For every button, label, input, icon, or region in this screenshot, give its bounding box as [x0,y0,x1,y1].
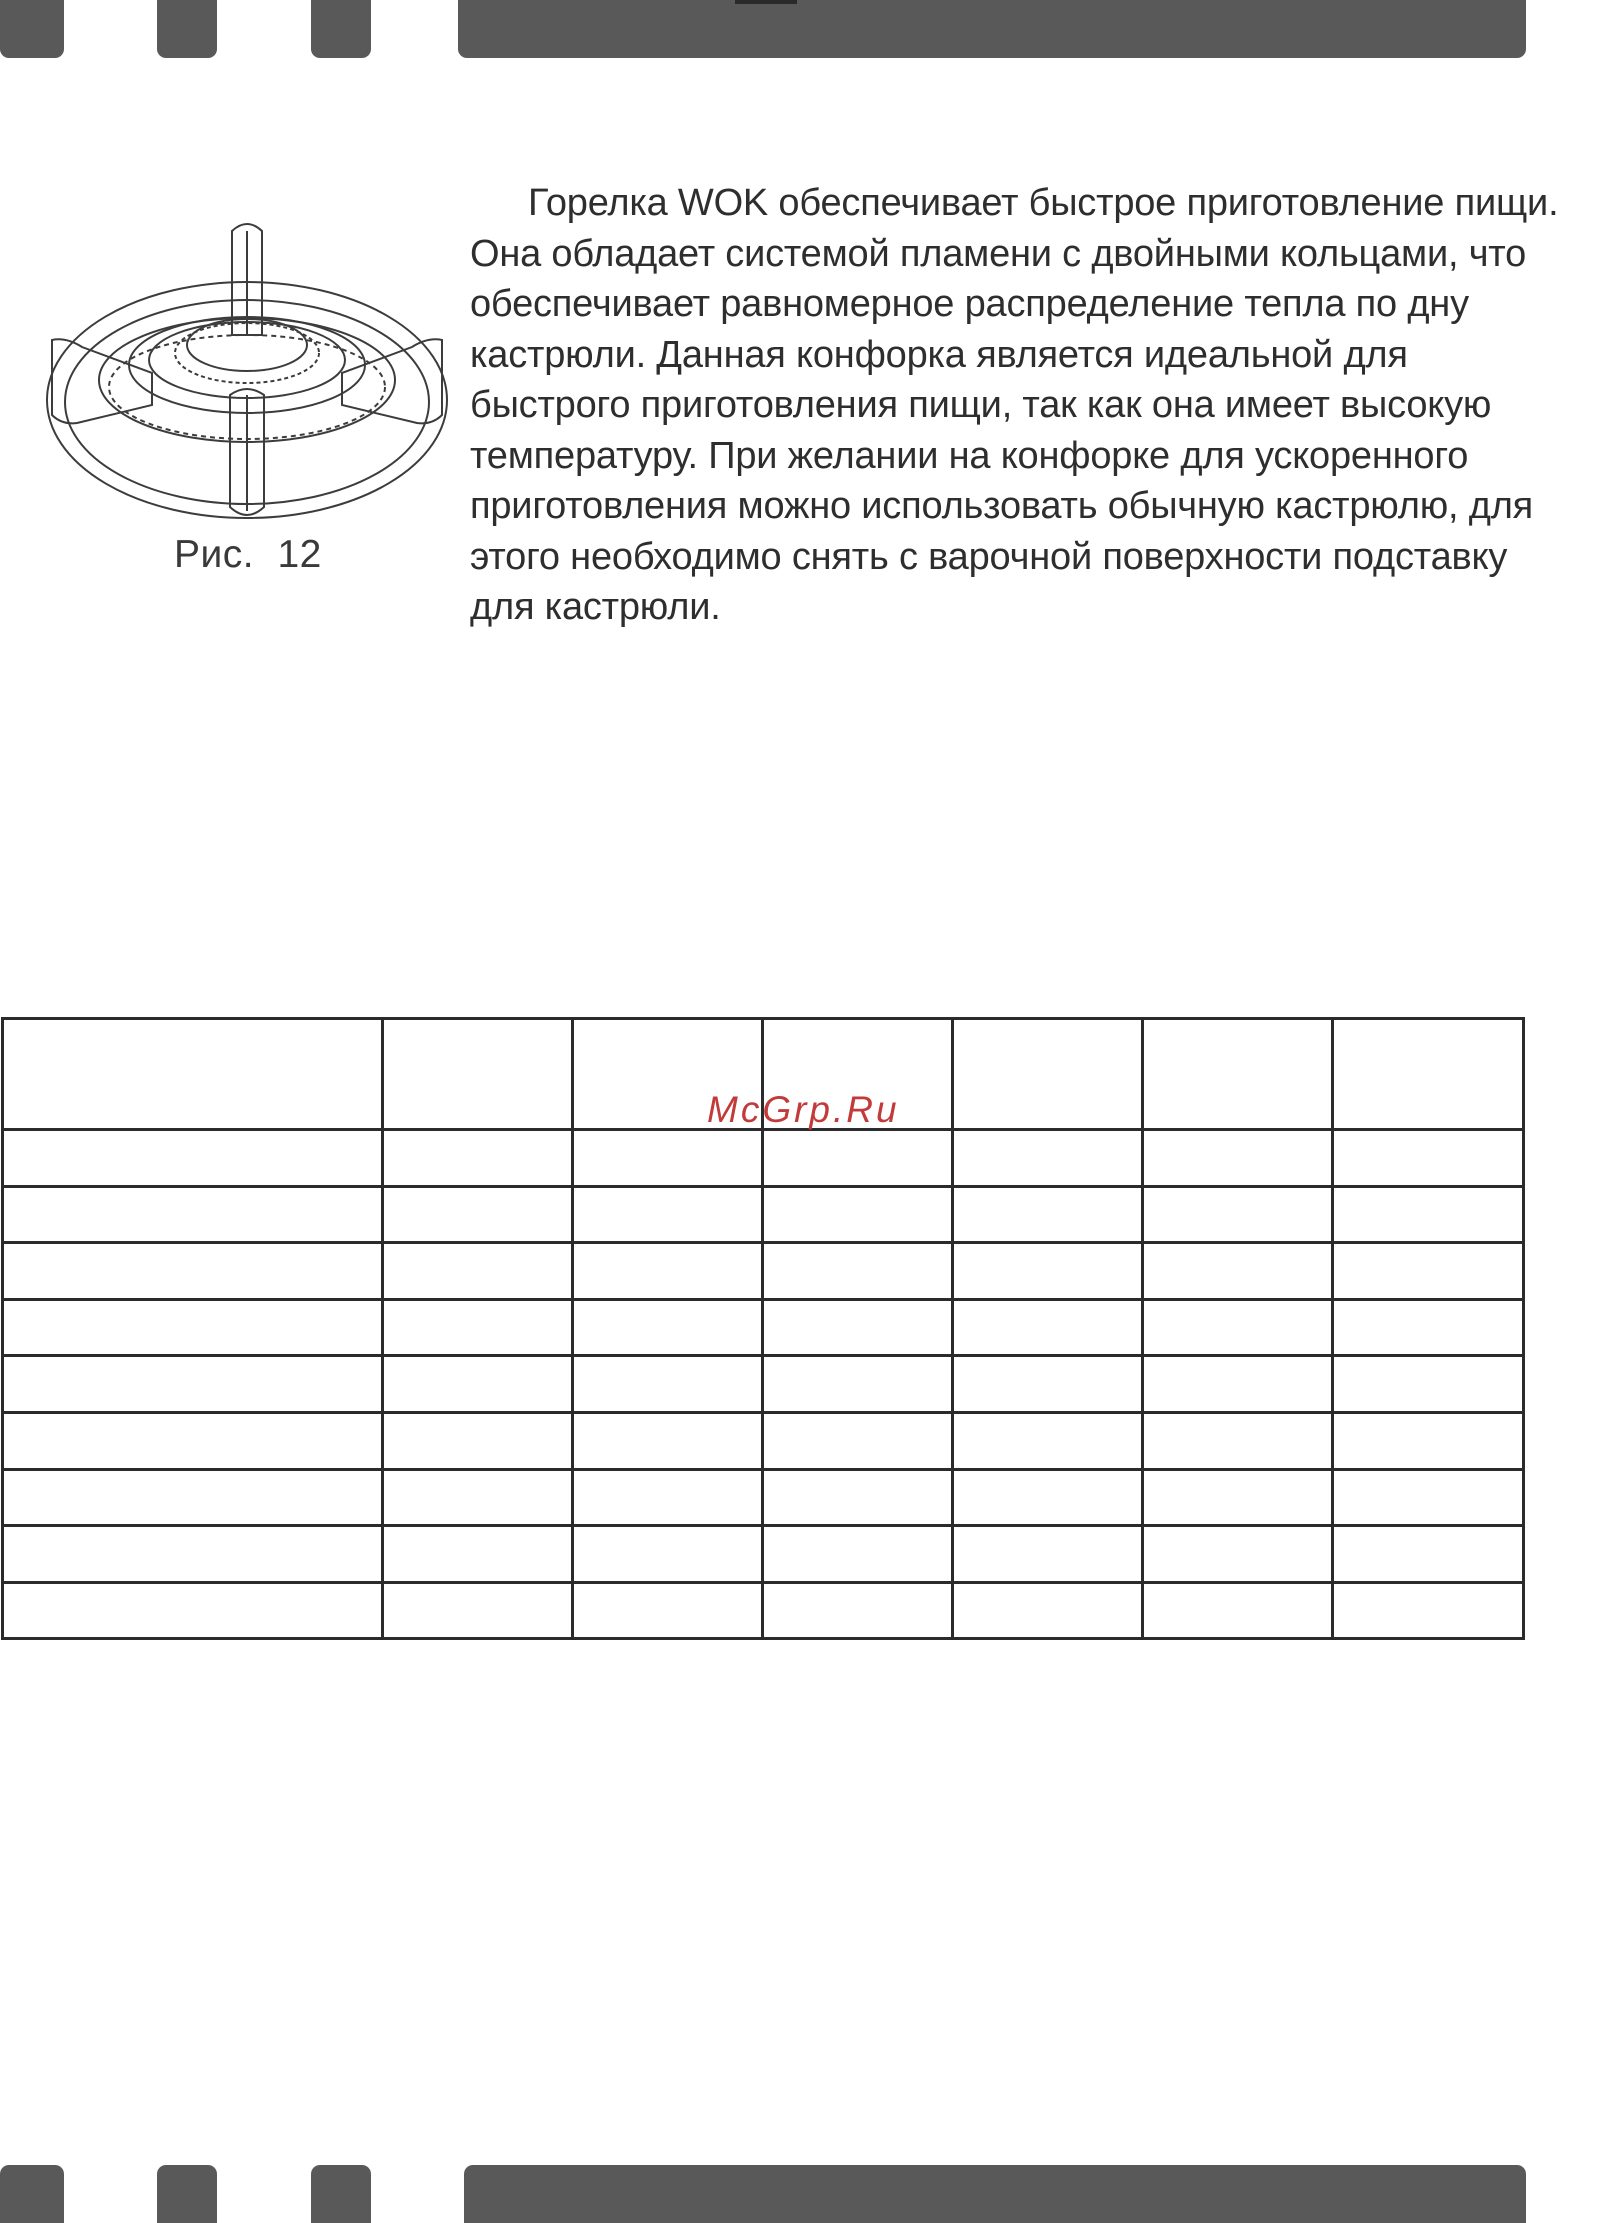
footer-block-2 [157,2165,217,2223]
table-cell [1143,1469,1333,1526]
table-cell [3,1526,383,1583]
table-cell [383,1186,573,1243]
table-cell [953,1469,1143,1526]
table-cell [1333,1356,1524,1413]
table-cell [3,1130,383,1187]
table-cell [383,1299,573,1356]
table-row [3,1469,1524,1526]
table-cell [573,1469,763,1526]
table-cell [1333,1130,1524,1187]
table-cell [1143,1019,1333,1130]
table-cell [953,1130,1143,1187]
table-cell [573,1412,763,1469]
table-cell [383,1469,573,1526]
table-cell [1333,1412,1524,1469]
table-cell [953,1019,1143,1130]
table-cell [1143,1526,1333,1583]
table-cell [3,1243,383,1300]
header-block-3 [311,0,371,58]
footer-block-1 [0,2165,64,2223]
table-cell [1333,1582,1524,1639]
table-row [3,1526,1524,1583]
table-cell [383,1130,573,1187]
table-cell [953,1299,1143,1356]
table-cell [1333,1019,1524,1130]
table-cell [3,1412,383,1469]
wok-burner-illustration [42,215,452,535]
table-row [3,1412,1524,1469]
table-cell [573,1299,763,1356]
table-cell [3,1356,383,1413]
table-cell [953,1412,1143,1469]
table-cell [1143,1243,1333,1300]
table-cell [573,1526,763,1583]
header-block-1 [0,0,64,58]
table-cell [1143,1412,1333,1469]
table-cell [383,1019,573,1130]
table-row [3,1582,1524,1639]
table-cell [1333,1186,1524,1243]
figure-caption: Рис. 12 [174,533,322,576]
table-row [3,1299,1524,1356]
table-cell [763,1186,953,1243]
table-cell [953,1526,1143,1583]
table-cell [953,1186,1143,1243]
table-cell [3,1582,383,1639]
table-cell [763,1412,953,1469]
table-cell [953,1582,1143,1639]
table-cell [763,1582,953,1639]
table-cell [573,1186,763,1243]
table-cell [1333,1243,1524,1300]
table-row [3,1130,1524,1187]
table-cell [383,1356,573,1413]
table-cell [1333,1526,1524,1583]
table-cell [1143,1186,1333,1243]
table-cell [383,1526,573,1583]
table-cell [3,1186,383,1243]
table-cell [763,1243,953,1300]
table-cell [953,1356,1143,1413]
footer-block-3 [311,2165,371,2223]
table-cell [1143,1130,1333,1187]
table-cell [1333,1469,1524,1526]
table-row [3,1186,1524,1243]
table-cell [573,1130,763,1187]
table-cell [953,1243,1143,1300]
header-bar [458,0,1526,58]
header-block-2 [157,0,217,58]
table-cell [1143,1356,1333,1413]
table-row [3,1356,1524,1413]
table-cell [1143,1582,1333,1639]
table-cell [763,1130,953,1187]
table-cell [763,1526,953,1583]
table-cell [763,1356,953,1413]
footer-bar [464,2165,1526,2223]
table-cell [573,1243,763,1300]
table-cell [1333,1299,1524,1356]
wok-burner-description: Горелка WOK обеспечивает быстрое приготовление пищи. Она обладает системой пламени с двойными кольцами, что обеспечивает равномерное распределение тепла по дну кастрюли. Данная конфорка является идеальной для быстрого приготовления пищи, так как она имеет высокую температуру. При желании на конфорке для ускоренного приготовления можно использовать обычную кастрюлю, для этого необходимо снять с варочной поверхности подставку для кастрюли. [470,182,1559,628]
table-cell [383,1243,573,1300]
watermark: McGrp.Ru [707,1089,900,1130]
table-cell [383,1582,573,1639]
table-cell [3,1019,383,1130]
table-cell [3,1469,383,1526]
table-cell [1143,1299,1333,1356]
table-cell [383,1412,573,1469]
table-cell [763,1469,953,1526]
table-cell [573,1356,763,1413]
table-cell [763,1299,953,1356]
table-row [3,1243,1524,1300]
table-cell [3,1299,383,1356]
table-cell [573,1582,763,1639]
header-notch [735,0,797,4]
